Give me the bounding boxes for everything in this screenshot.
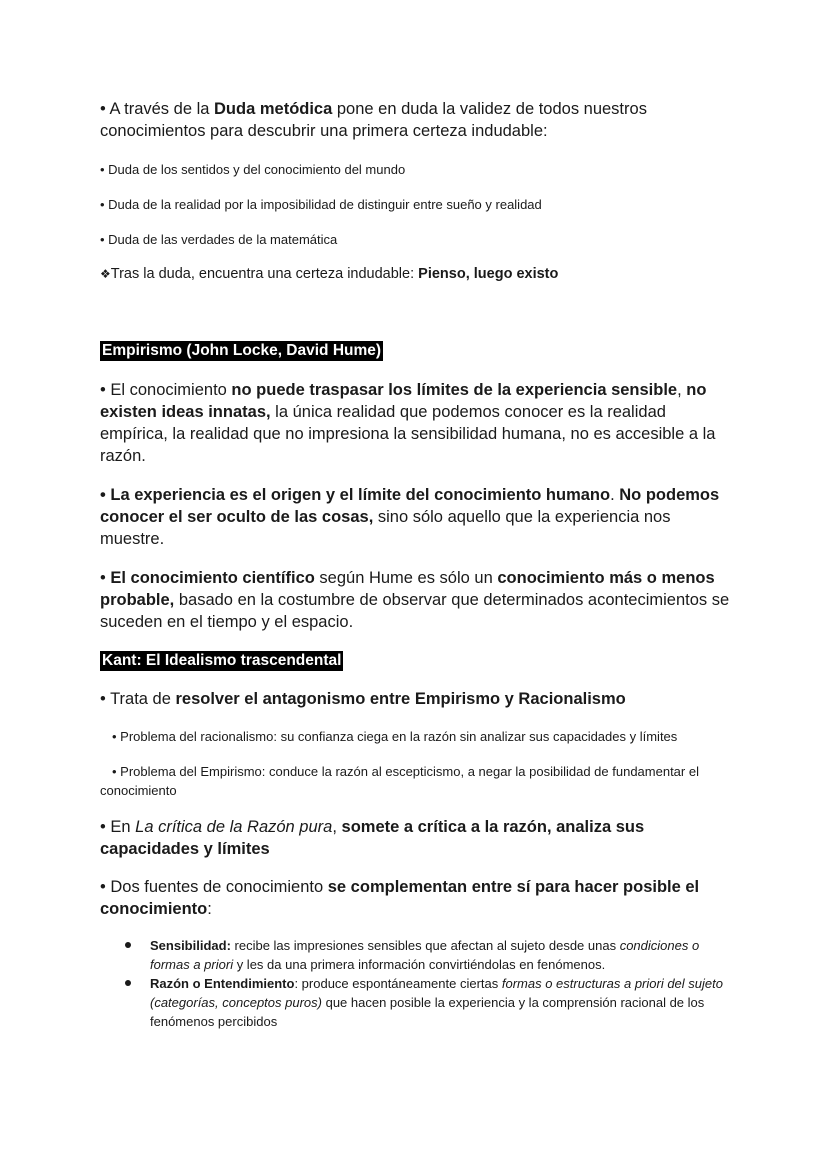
text-run: la única realidad que podemos conocer es la realidad empírica, la realidad que no impresiona la sensibilidad humana, no es accesible a la razón. [100, 403, 716, 465]
kant-problema-empirismo: • Problema del Empirismo: conduce la razón al escepticismo, a negar la posibilidad de fundamentar el conocimiento [100, 764, 699, 798]
text-run: : [207, 900, 212, 918]
duda-metodica-term: Duda metódica [214, 100, 333, 118]
kant-paragraph-2 [100, 816, 732, 860]
text-run: , [677, 381, 687, 399]
diamond-bullet-icon: ❖ [100, 267, 111, 281]
text-run: que hacen posible la experiencia y la comprensión racional de los fenómenos percibidos [150, 995, 705, 1029]
book-title: La crítica de la Razón pura [135, 818, 333, 836]
text-run: . [610, 486, 620, 504]
kant-paragraph-3 [100, 876, 732, 920]
certeza-cogito: Pienso, luego existo [418, 266, 559, 282]
text-run-bold: somete a crítica a la razón, analiza sus capacidades y límites [100, 818, 645, 858]
duda-intro-rest: pone en duda la validez de todos nuestros conocimientos para descubrir una primera certeza indudable: [100, 100, 647, 140]
text-run: basado en la costumbre de observar que determinados acontecimientos se suceden en el tiempo y el espacio. [100, 591, 730, 631]
term: Sensibilidad: [150, 938, 231, 953]
text-run: , [332, 818, 342, 836]
text-run: • Dos fuentes de conocimiento [100, 878, 328, 896]
certeza-line [100, 264, 732, 284]
duda-item-realidad: • Duda de la realidad por la imposibilidad de distinguir entre sueño y realidad [100, 197, 542, 212]
empirismo-paragraph-3 [100, 567, 732, 633]
bullet-dot-icon [125, 980, 131, 986]
text-run-bold: se complementan entre sí para hacer posible el conocimiento [100, 878, 700, 918]
empirismo-paragraph-2 [100, 484, 732, 550]
kant-heading: Kant: El Idealismo trascendental [102, 652, 342, 669]
list-item-sensibilidad [100, 936, 732, 974]
text-run-italic: formas o estructuras a priori del sujeto (categorías, conceptos puros) [150, 976, 723, 1010]
kant-problema-racionalismo: • Problema del racionalismo: su confianza ciega en la razón sin analizar sus capacidades y límites [112, 729, 678, 744]
certeza-text: Tras la duda, encuentra una certeza indudable: [110, 266, 419, 282]
kant-paragraph-1 [100, 688, 732, 710]
text-run-bold: no existen ideas innatas, [100, 381, 707, 421]
text-run: y les da una primera información convirtiéndolas en fenómenos. [233, 957, 606, 972]
text-run-bold: resolver el antagonismo entre Empirismo y Racionalismo [175, 690, 626, 708]
list-item-razon [100, 974, 732, 1031]
text-run-bold: conocimiento más o menos probable, [100, 569, 715, 609]
bullet-dot-icon [125, 942, 131, 948]
empirismo-heading: Empirismo (John Locke, David Hume) [102, 342, 382, 359]
text-run: según Hume es sólo un [314, 569, 498, 587]
duda-intro-text: • A través de la [100, 100, 215, 118]
text-run-bold: No podemos conocer el ser oculto de las cosas, [100, 486, 720, 526]
text-run-bold: no puede traspasar los límites de la experiencia sensible [231, 381, 678, 399]
empirismo-paragraph-1 [100, 379, 732, 467]
fuentes-list [100, 936, 732, 1031]
duda-item-matematica: • Duda de las verdades de la matemática [100, 232, 338, 247]
text-run: sino sólo aquello que la experiencia nos muestre. [100, 508, 671, 548]
text-run-bold: • La experiencia es el origen y el límite del conocimiento humano [100, 486, 611, 504]
text-run: : produce espontáneamente ciertas [294, 976, 502, 991]
duda-intro-paragraph [100, 98, 732, 142]
text-run: • En [100, 818, 136, 836]
text-run: • El conocimiento [100, 381, 232, 399]
text-run-italic: condiciones o formas a priori [150, 938, 700, 972]
text-run-bold: El conocimiento científico [110, 569, 315, 587]
text-run: recibe las impresiones sensibles que afectan al sujeto desde unas [230, 938, 620, 953]
term: Razón o Entendimiento [150, 976, 295, 991]
duda-item-sentidos: • Duda de los sentidos y del conocimiento del mundo [100, 162, 406, 177]
text-run: • Trata de [100, 690, 176, 708]
text-run: • [100, 569, 111, 587]
